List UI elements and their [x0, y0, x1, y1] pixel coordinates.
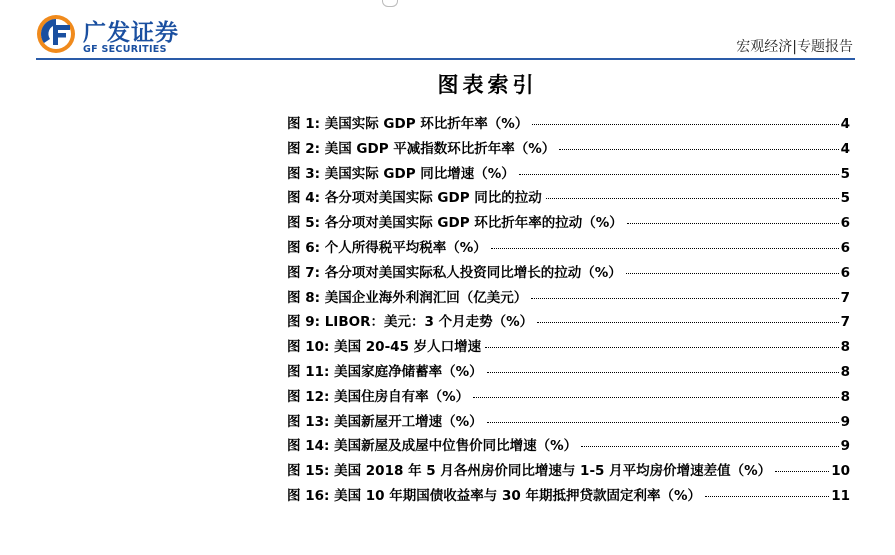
toc-entry[interactable]	[287, 211, 850, 236]
toc-entry-label: 图 6:	[287, 239, 320, 256]
page-top-mark	[382, 0, 398, 7]
toc-entry[interactable]	[287, 310, 850, 335]
toc-entry-page: 6	[840, 215, 850, 232]
toc-entry-page: 8	[840, 339, 850, 356]
toc-entry-page: 8	[840, 388, 850, 405]
toc-entry-leader	[546, 198, 839, 199]
toc-entry[interactable]	[287, 459, 850, 484]
toc-entry-label: 图 3:	[287, 165, 320, 182]
toc-entry-text: 美国企业海外利润汇回（亿美元）	[324, 289, 528, 306]
toc-list	[287, 112, 850, 509]
toc-entry-page: 9	[840, 413, 850, 430]
toc-entry-page: 4	[840, 140, 850, 157]
toc-entry-leader	[491, 248, 839, 249]
toc-entry-page: 6	[840, 264, 850, 281]
toc-entry-leader	[775, 471, 829, 472]
toc-entry-text: 美国新屋开工增速（%）	[334, 413, 483, 430]
toc-entry-label: 图 13:	[287, 413, 330, 430]
toc-entry-page: 4	[840, 116, 850, 132]
toc-entry-text: 个人所得税平均税率（%）	[324, 239, 487, 256]
toc-entry-leader	[537, 322, 838, 323]
toc-entry-text: 各分项对美国实际 GDP 环比折年率的拉动（%）	[324, 215, 623, 232]
toc-entry-label: 图 11:	[287, 363, 330, 380]
toc-entry-text: 美国 2018 年 5 月各州房价同比增速与 1-5 月平均房价增速差值（%）	[334, 463, 772, 480]
toc-entry-text: 美国实际 GDP 环比折年率（%）	[324, 116, 529, 132]
toc-entry-page: 5	[840, 190, 850, 207]
toc-entry[interactable]	[287, 410, 850, 435]
toc-entry-text: 美国家庭净储蓄率（%）	[334, 363, 483, 380]
toc-entry-leader	[559, 149, 838, 150]
toc-entry-text: 美国 GDP 平减指数环比折年率（%）	[324, 140, 556, 157]
header-divider	[36, 58, 855, 60]
toc-entry-label: 图 9:	[287, 314, 320, 331]
toc-entry[interactable]	[287, 137, 850, 162]
toc-entry[interactable]	[287, 162, 850, 187]
toc-entry[interactable]	[287, 385, 850, 410]
toc-entry-label: 图 10:	[287, 339, 330, 356]
gf-securities-logo	[36, 12, 186, 56]
toc-entry-page: 11	[831, 487, 850, 504]
toc-entry-leader	[519, 174, 839, 175]
toc-entry-leader	[626, 273, 839, 274]
toc-entry-leader	[487, 422, 839, 423]
toc-entry-text: 各分项对美国实际 GDP 同比的拉动	[324, 190, 542, 207]
toc-entry-label: 图 2:	[287, 140, 320, 157]
logo-english-name: GF SECURITIES	[83, 44, 167, 55]
toc-entry-text: 美国住房自有率（%）	[334, 388, 470, 405]
toc-entry-page: 7	[840, 314, 850, 331]
toc-entry[interactable]	[287, 186, 850, 211]
toc-entry-label: 图 5:	[287, 215, 320, 232]
logo-chinese-name: 广发证券	[83, 20, 179, 46]
toc-entry-label: 图 1:	[287, 116, 320, 132]
toc-entry-label: 图 12:	[287, 388, 330, 405]
toc-entry-text: 美国 20-45 岁人口增速	[334, 339, 482, 356]
toc-entry[interactable]	[287, 261, 850, 286]
toc-entry-page: 10	[831, 463, 850, 480]
toc-entry[interactable]	[287, 484, 850, 509]
toc-entry-label: 图 7:	[287, 264, 320, 281]
toc-entry-label: 图 15:	[287, 463, 330, 480]
toc-entry[interactable]	[287, 335, 850, 360]
gf-logo-mark-icon	[36, 12, 80, 56]
toc-title: 图表索引	[437, 73, 538, 97]
toc-entry-text: 美国实际 GDP 同比增速（%）	[324, 165, 515, 182]
toc-entry[interactable]	[287, 286, 850, 311]
toc-entry[interactable]	[287, 112, 850, 137]
toc-entry-leader	[531, 298, 838, 299]
toc-entry-page: 5	[840, 165, 850, 182]
toc-entry-label: 图 8:	[287, 289, 320, 306]
toc-entry-text: 美国 10 年期国债收益率与 30 年期抵押贷款固定利率（%）	[334, 487, 701, 504]
toc-entry-leader	[705, 496, 829, 497]
toc-entry-label: 图 14:	[287, 438, 330, 455]
toc-entry-leader	[487, 372, 839, 373]
report-type-label: 宏观经济|专题报告	[736, 39, 853, 55]
toc-entry[interactable]	[287, 360, 850, 385]
toc-entry-page: 9	[840, 438, 850, 455]
toc-entry-leader	[581, 446, 838, 447]
toc-entry-leader	[485, 347, 838, 348]
toc-entry-page: 8	[840, 363, 850, 380]
toc-entry[interactable]	[287, 236, 850, 261]
toc-entry-text: LIBOR：美元：3 个月走势（%）	[324, 314, 534, 331]
toc-entry-leader	[473, 397, 838, 398]
toc-entry-text: 美国新屋及成屋中位售价同比增速（%）	[334, 438, 578, 455]
toc-entry[interactable]	[287, 434, 850, 459]
toc-entry-leader	[627, 223, 839, 224]
toc-entry-leader	[532, 124, 838, 125]
toc-entry-label: 图 4:	[287, 190, 320, 207]
toc-entry-page: 7	[840, 289, 850, 306]
toc-entry-label: 图 16:	[287, 487, 330, 504]
toc-entry-text: 各分项对美国实际私人投资同比增长的拉动（%）	[324, 264, 622, 281]
toc-entry-page: 6	[840, 239, 850, 256]
page-header	[0, 0, 895, 60]
